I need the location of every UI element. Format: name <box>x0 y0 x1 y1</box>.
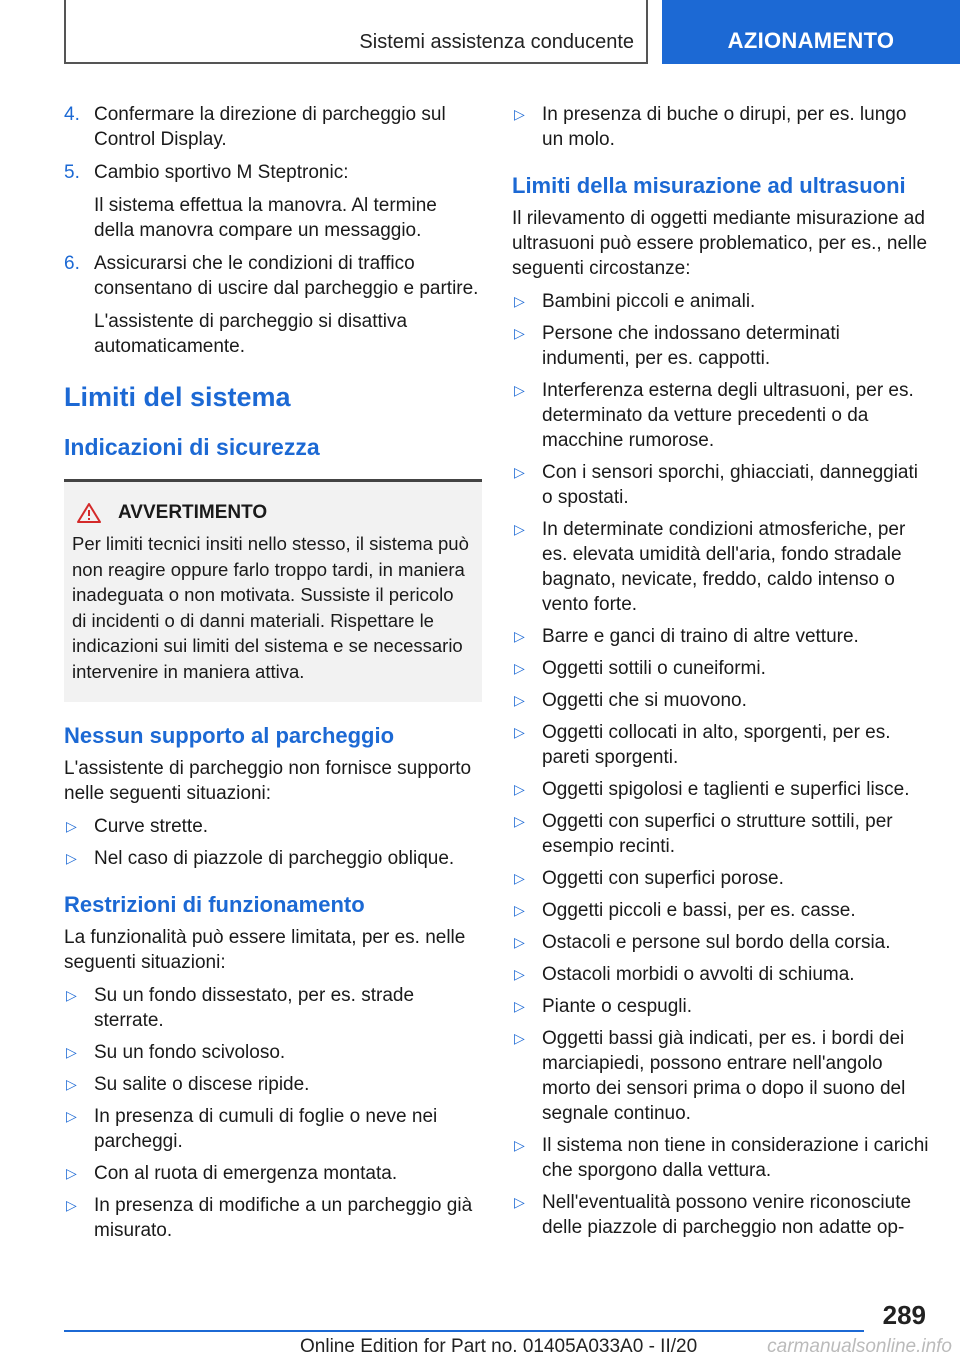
list-item-text: Oggetti sottili o cuneiformi. <box>542 658 766 679</box>
list-item <box>64 1161 482 1186</box>
list-item-text: Su salite o discese ripide. <box>94 1074 310 1095</box>
bullet-triangle-icon: ▷ <box>514 106 525 122</box>
heading-ultrasound-limits: Limiti della misurazione ad ultrasuoni <box>512 173 906 198</box>
bullet-triangle-icon: ▷ <box>514 1194 525 1210</box>
list-item-text: In presenza di cumuli di foglie o neve nei parcheggi. <box>94 1106 438 1152</box>
bullet-triangle-icon: ▷ <box>514 293 525 309</box>
bullet-triangle-icon: ▷ <box>514 813 525 829</box>
list-item <box>512 656 930 681</box>
bullet-triangle-icon: ▷ <box>66 850 77 866</box>
list-item-text: Barre e ganci di traino di altre vetture. <box>542 626 859 647</box>
list-item <box>512 898 930 923</box>
list-item <box>512 517 930 617</box>
ultrasound-list <box>512 289 930 1240</box>
warning-triangle-icon <box>76 502 102 524</box>
bullet-triangle-icon: ▷ <box>514 325 525 341</box>
bullet-triangle-icon: ▷ <box>514 1137 525 1153</box>
bullet-triangle-icon: ▷ <box>514 382 525 398</box>
list-item-text: In presenza di modifiche a un parcheggio già misurato. <box>94 1195 473 1241</box>
list-item <box>512 688 930 713</box>
footer-divider <box>64 1330 864 1332</box>
list-item <box>64 983 482 1033</box>
list-item-text: In determinate condizioni atmosferiche, per es. elevata umidità dell'aria, fondo stradale bagnato, nevicate, freddo, caldo intenso o vento forte. <box>542 519 906 615</box>
list-item-text: Ostacoli morbidi o avvolti di schiuma. <box>542 964 855 985</box>
list-item <box>64 1072 482 1097</box>
header-chapter-tab: AZIONAMENTO <box>662 0 960 64</box>
list-item-text: Con i sensori sporchi, ghiacciati, danneggiati o spostati. <box>542 462 918 508</box>
header-section-title: Sistemi assistenza conducente <box>359 31 634 53</box>
list-item <box>512 720 930 770</box>
warning-text: Per limiti tecnici insiti nello stesso, il sistema può non reagire oppure farlo troppo tardi, in maniera inadeguata o non motivata. Sussiste il pericolo di incidenti o di danni materiali. Rispettare le indicazioni sui limiti del sistema e se necessario intervenire in maniera attiva. <box>72 533 469 682</box>
list-item-text: Curve strette. <box>94 816 209 837</box>
bullet-triangle-icon: ▷ <box>66 1108 77 1124</box>
list-item <box>64 814 482 839</box>
watermark: carmanualsonline.info <box>767 1336 952 1357</box>
list-item <box>512 460 930 510</box>
page-number: 289 <box>882 1300 926 1330</box>
list-item <box>512 962 930 987</box>
list-item <box>512 1133 930 1183</box>
list-item <box>512 809 930 859</box>
bullet-triangle-icon: ▷ <box>514 521 525 537</box>
heading-system-limits: Limiti del sistema <box>64 382 291 412</box>
bullet-triangle-icon: ▷ <box>514 628 525 644</box>
list-item-text: Il sistema non tiene in considerazione i carichi che sporgono dalla vettura. <box>542 1135 929 1181</box>
list-item <box>512 1190 930 1240</box>
list-item-text: Piante o cespugli. <box>542 996 692 1017</box>
list-item-text: Ostacoli e persone sul bordo della corsia. <box>542 932 891 953</box>
list-item <box>512 378 930 453</box>
step-5 <box>64 160 482 185</box>
step-4 <box>64 102 482 152</box>
list-item <box>512 994 930 1019</box>
list-item-text: Nel caso di piazzole di parcheggio oblique. <box>94 848 455 869</box>
warning-title-text: AVVERTIMENTO <box>118 502 268 523</box>
list-item <box>512 289 930 314</box>
footer-edition: Online Edition for Part no. 01405A033A0 - II/20 <box>300 1336 698 1357</box>
list-item <box>512 777 930 802</box>
list-item-text: Persone che indossano determinati indumenti, per es. cappotti. <box>542 323 840 369</box>
step-text: Confermare la direzione di parcheggio sul Control Display. <box>94 104 446 150</box>
step-6 <box>64 251 482 301</box>
step-5-detail: Il sistema effettua la manovra. Al termine della manovra compare un messaggio. <box>94 195 437 241</box>
bullet-triangle-icon: ▷ <box>514 934 525 950</box>
bullet-triangle-icon: ▷ <box>514 660 525 676</box>
bullet-triangle-icon: ▷ <box>514 998 525 1014</box>
list-item-text: Oggetti che si muovono. <box>542 690 747 711</box>
list-item-text: In presenza di buche o dirupi, per es. lungo un molo. <box>542 104 907 150</box>
step-text: Assicurarsi che le condizioni di traffico consentano di uscire dal parcheggio e partire. <box>94 253 479 299</box>
list-item-text: Oggetti piccoli e bassi, per es. casse. <box>542 900 856 921</box>
bullet-triangle-icon: ▷ <box>66 1197 77 1213</box>
list-item-text: Oggetti collocati in alto, sporgenti, per es. pareti sporgenti. <box>542 722 891 768</box>
bullet-triangle-icon: ▷ <box>66 987 77 1003</box>
no-support-intro: L'assistente di parcheggio non fornisce supporto nelle seguenti situazioni: <box>64 758 472 804</box>
step-number: 5. <box>64 162 80 183</box>
bullet-triangle-icon: ▷ <box>66 818 77 834</box>
list-item-text: Oggetti bassi già indicati, per es. i bordi dei marciapiedi, possono entrare nell'angolo morto dei sensori prima o dopo il suono del segnale continuo. <box>542 1028 906 1124</box>
bullet-triangle-icon: ▷ <box>514 1030 525 1046</box>
list-item-text: Bambini piccoli e animali. <box>542 291 756 312</box>
bullet-triangle-icon: ▷ <box>514 902 525 918</box>
left-column <box>64 102 482 1250</box>
list-item-text: Nell'eventualità possono venire riconosciute delle piazzole di parcheggio non adatte op- <box>542 1192 912 1238</box>
ultrasound-intro: Il rilevamento di oggetti mediante misurazione ad ultrasuoni può essere problematico, per es., nelle seguenti circostanze: <box>512 208 928 279</box>
heading-safety: Indicazioni di sicurezza <box>64 434 320 460</box>
list-item <box>512 1026 930 1126</box>
bullet-triangle-icon: ▷ <box>66 1165 77 1181</box>
heading-restrictions: Restrizioni di funzionamento <box>64 892 365 917</box>
list-item-text: Interferenza esterna degli ultrasuoni, per es. determinato da vetture precedenti o da macchine rumorose. <box>542 380 914 451</box>
bullet-triangle-icon: ▷ <box>514 781 525 797</box>
bullet-triangle-icon: ▷ <box>514 692 525 708</box>
list-item <box>512 866 930 891</box>
list-item <box>512 321 930 371</box>
right-column <box>512 102 930 1247</box>
bullet-triangle-icon: ▷ <box>514 966 525 982</box>
list-item-text: Oggetti spigolosi e taglienti e superfici lisce. <box>542 779 910 800</box>
list-item-text: Oggetti con superfici porose. <box>542 868 784 889</box>
list-item <box>512 930 930 955</box>
list-item-text: Oggetti con superfici o strutture sottili, per esempio recinti. <box>542 811 893 857</box>
list-item <box>64 1040 482 1065</box>
list-item-text: Con al ruota di emergenza montata. <box>94 1163 398 1184</box>
warning-box <box>64 479 482 702</box>
list-item <box>512 102 930 152</box>
list-item-text: Su un fondo dissestato, per es. strade sterrate. <box>94 985 415 1031</box>
step-text: Cambio sportivo M Steptronic: <box>94 162 349 183</box>
list-item <box>64 1104 482 1154</box>
bullet-triangle-icon: ▷ <box>514 870 525 886</box>
restrictions-intro: La funzionalità può essere limitata, per es. nelle seguenti situazioni: <box>64 927 466 973</box>
heading-no-support: Nessun supporto al parcheggio <box>64 723 395 748</box>
step-number: 6. <box>64 253 80 274</box>
step-number: 4. <box>64 104 80 125</box>
step-6-detail: L'assistente di parcheggio si disattiva automaticamente. <box>94 311 408 357</box>
warning-title <box>72 500 472 525</box>
header-section-box <box>64 0 648 64</box>
list-item <box>64 1193 482 1243</box>
bullet-triangle-icon: ▷ <box>66 1044 77 1060</box>
list-item-text: Su un fondo scivoloso. <box>94 1042 286 1063</box>
bullet-triangle-icon: ▷ <box>66 1076 77 1092</box>
bullet-triangle-icon: ▷ <box>514 724 525 740</box>
list-item <box>512 624 930 649</box>
bullet-triangle-icon: ▷ <box>514 464 525 480</box>
list-item <box>64 846 482 871</box>
